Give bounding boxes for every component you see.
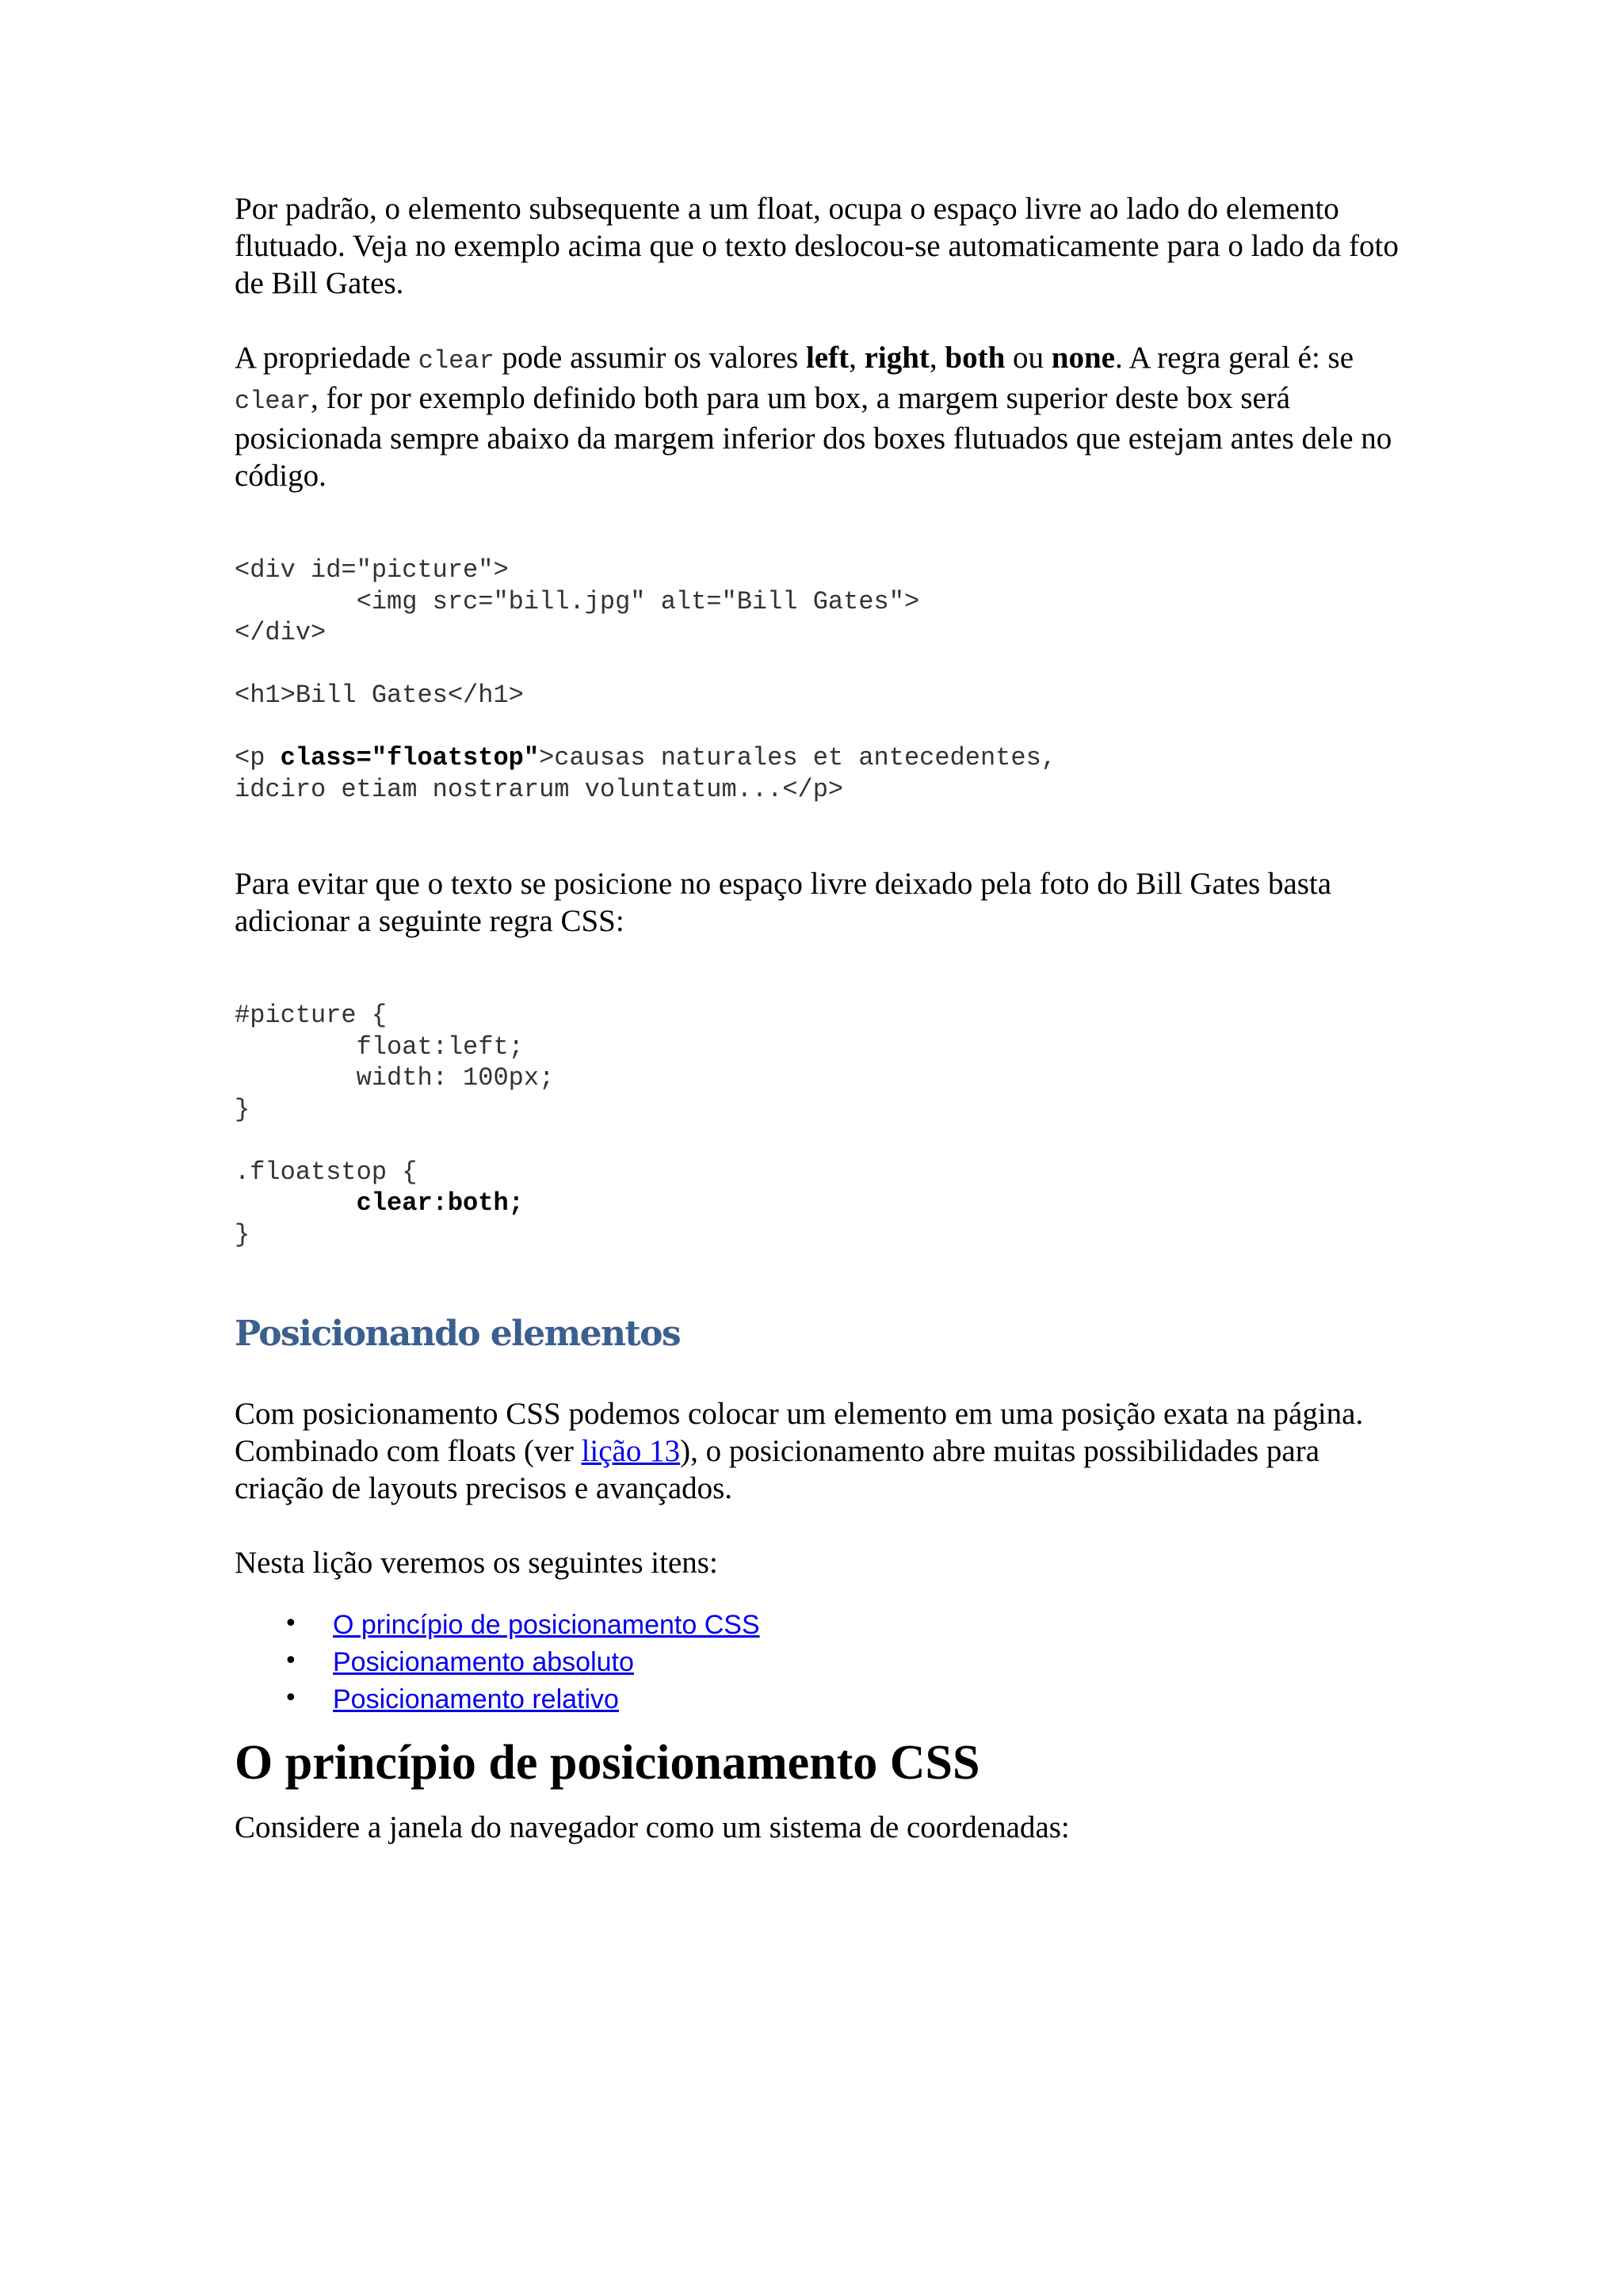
bullet-icon: • xyxy=(284,1684,298,1712)
bullet-icon: • xyxy=(284,1610,298,1638)
paragraph-clear-property xyxy=(235,339,1407,494)
code-line: } xyxy=(235,1219,250,1249)
code-line: <img src="bill.jpg" alt="Bill Gates"> xyxy=(235,586,920,616)
list-item xyxy=(235,1605,1407,1642)
spacer xyxy=(235,1717,1407,1731)
table-of-contents xyxy=(235,1605,1407,1717)
code-line: <div id="picture"> xyxy=(235,555,509,585)
code-line: #picture { xyxy=(235,1001,388,1030)
paragraph-float-intro: Por padrão, o elemento subsequente a um float, ocupa o espaço livre ao lado do elemento flutuado. Veja no exemplo acima que o texto deslocou-se automaticamente para o lado da foto de Bill Gates. xyxy=(235,192,1399,300)
code-bold: class="floatstop" xyxy=(280,743,540,772)
spacer xyxy=(235,1250,1407,1310)
paragraph-lesson-items: Nesta lição veremos os seguintes itens: xyxy=(235,1546,718,1580)
code-line: } xyxy=(235,1094,250,1124)
code-indent xyxy=(235,1188,357,1218)
spacer xyxy=(235,302,1407,339)
toc-link-absolute[interactable]: Posicionamento absoluto xyxy=(333,1647,634,1677)
spacer xyxy=(235,494,1407,555)
inline-code-clear: clear xyxy=(235,387,311,416)
code-line: width: 100px; xyxy=(235,1063,555,1093)
spacer xyxy=(235,1507,1407,1544)
code-line: float:left; xyxy=(235,1032,524,1062)
text-run: A propriedade xyxy=(235,341,418,375)
value-none: none xyxy=(1051,341,1115,375)
code-block-css xyxy=(235,1000,1407,1250)
value-right: right xyxy=(864,341,930,375)
code-line: idciro etiam nostrarum voluntatum...</p> xyxy=(235,774,844,804)
spacer xyxy=(235,1581,1407,1605)
code-bold: clear:both; xyxy=(356,1188,524,1218)
list-item xyxy=(235,1642,1407,1680)
paragraph-coordinates: Considere a janela do navegador como um sistema de coordenadas: xyxy=(235,1810,1070,1844)
text-run: . A regra geral é: se xyxy=(1115,341,1354,375)
section-heading: Posicionando elementos xyxy=(235,1314,681,1354)
text-run: Com posicionamento CSS podemos colocar um elemento em uma posição exata na página. Combinado com floats (ver xyxy=(235,1397,1364,1468)
text-run: , xyxy=(849,341,865,375)
paragraph-positioning-intro xyxy=(235,1395,1407,1507)
text-run: ou xyxy=(1005,341,1052,375)
code-line: <p xyxy=(235,743,281,772)
value-both: both xyxy=(945,341,1006,375)
inline-code-clear: clear xyxy=(418,346,495,376)
spacer xyxy=(235,1358,1407,1395)
code-line: <h1>Bill Gates</h1> xyxy=(235,681,524,710)
document-page xyxy=(235,190,1407,1846)
page-title: O princípio de posicionamento CSS xyxy=(235,1736,980,1790)
code-line: .floatstop { xyxy=(235,1157,418,1187)
list-item xyxy=(235,1680,1407,1717)
text-run: pode assumir os valores xyxy=(494,341,806,375)
code-block-html xyxy=(235,555,1407,805)
text-run: , xyxy=(929,341,945,375)
text-run: , for por exemplo definido both para um box, a margem superior deste box será posicionada sempre abaixo da margem inferior dos boxes flutuados que estejam antes dele no código. xyxy=(235,381,1392,493)
code-line: </div> xyxy=(235,618,327,647)
toc-link-principle[interactable]: O princípio de posicionamento CSS xyxy=(333,1610,760,1640)
toc-link-relative[interactable]: Posicionamento relativo xyxy=(333,1684,619,1714)
spacer xyxy=(235,1794,1407,1809)
lesson-13-link[interactable]: lição 13 xyxy=(581,1434,681,1468)
code-line: >causas naturales et antecedentes, xyxy=(539,743,1056,772)
bullet-icon: • xyxy=(284,1647,298,1675)
text-run: ), o posicionamento abre muitas possibilidades para criação de layouts precisos e avançados. xyxy=(235,1434,1320,1505)
spacer xyxy=(235,940,1407,1000)
paragraph-avoid-float: Para evitar que o texto se posicione no espaço livre deixado pela foto do Bill Gates basta adicionar a seguinte regra CSS: xyxy=(235,867,1332,938)
spacer xyxy=(235,805,1407,865)
value-left: left xyxy=(805,341,850,375)
